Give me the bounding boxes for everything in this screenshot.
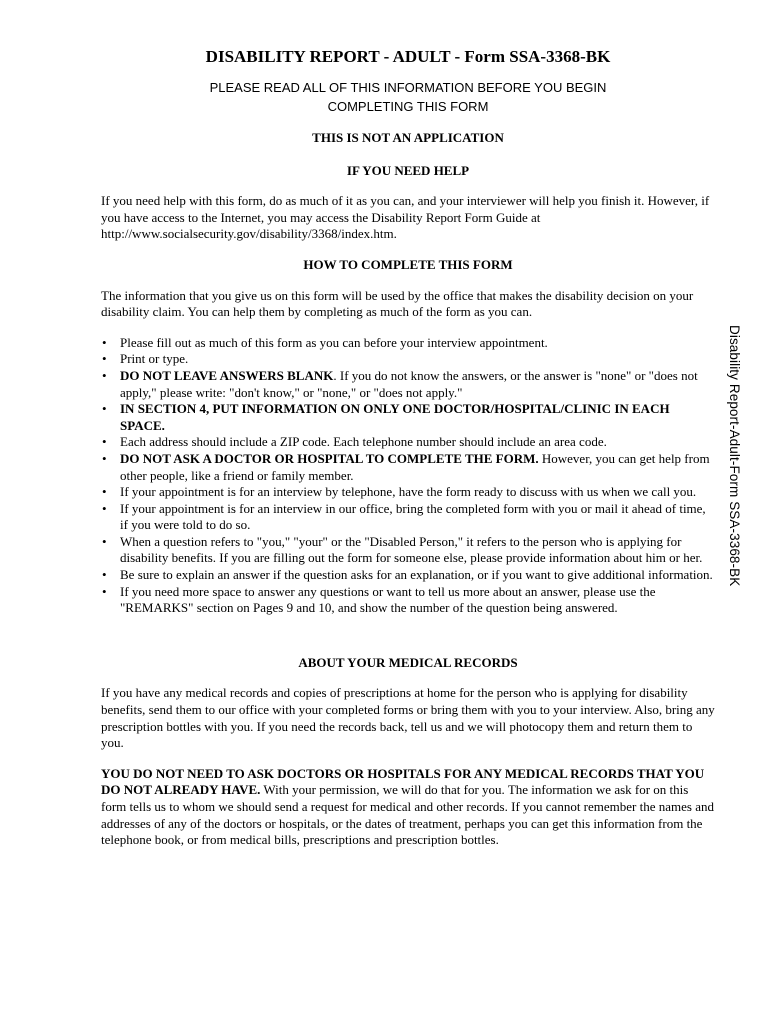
help-heading: IF YOU NEED HELP [346,162,470,178]
list-item-bold: IN SECTION 4, PUT INFORMATION ON ONLY ONE DOCTOR/HOSPITAL/CLINIC IN EACH SPACE. [120,401,670,433]
document-page [101,46,715,863]
page-title: DISABILITY REPORT - ADULT - Form SSA-3368-BK [205,47,611,66]
section-spacer [101,617,715,655]
instruction-list [101,335,715,617]
list-item [101,501,715,534]
list-item [101,335,715,352]
list-item-text: If your appointment is for an interview in our office, bring the completed form with you or mail it ahead of time, if you were told to do so. [120,500,706,533]
medical-records-notice-text: With your permission, we will do that for you. The information we ask for on this form tells us to whom we should send a request for medical and other records. If you cannot remember the names and addresses of any of the doctors or hospitals, or the dates of treatment, perhaps you can get this information from the telephone book, or from medical bills, prescriptions and prescription bottles. [101,782,714,848]
list-item-text: Be sure to explain an answer if the question asks for an explanation, or if you want to give additional information. [120,567,713,583]
medical-records-heading: ABOUT YOUR MEDICAL RECORDS [298,654,518,670]
vertical-form-label-text: Disability Report-Adult-Form SSA-3368-BK [727,325,742,587]
instructions-line-2: COMPLETING THIS FORM [327,99,489,114]
list-item-text: . If you do not know the answers, or the answer is "none" or "does not apply," please write: "don't know," or "none," or "does not apply." [120,367,698,400]
list-item [101,484,715,501]
list-item-text: If you need more space to answer any questions or want to tell us more about an answer, please use the "REMARKS" section on Pages 9 and 10, and show the number of the question being answered. [120,583,656,616]
list-item-text: Each address should include a ZIP code. Each telephone number should include an area code. [120,434,607,450]
list-item [101,401,715,434]
not-application-heading: THIS IS NOT AN APPLICATION [312,130,504,145]
list-item [101,368,715,401]
medical-records-paragraph: If you have any medical records and copies of prescriptions at home for the person who is applying for disability benefits, send them to our office with your completed forms or bring them with you to your interview. Also, bring any prescription bottles with you. If you need the records back, tell us and we will photocopy them and return them to you. [101,685,715,751]
list-item [101,351,715,368]
list-item-text: Print or type. [120,351,189,367]
list-item-text: If your appointment is for an interview by telephone, have the form ready to discuss with us when we call you. [120,484,697,500]
help-paragraph: If you need help with this form, do as much of it as you can, and your interviewer will help you finish it. However, if you have access to the Internet, you may access the Disability Report Form Guide at http://www.socialsecurity.gov/disability/3368/index.htm. [101,193,710,242]
vertical-form-label [727,325,745,625]
instructions-line-1: PLEASE READ ALL OF THIS INFORMATION BEFORE YOU BEGIN [209,80,607,95]
instructions-banner [101,78,715,116]
list-item-text: However, you can get help from other people, like a friend or family member. [120,450,710,483]
list-item-text: When a question refers to "you," "your" or the "Disabled Person," it refers to the person who is applying for disability benefits. If you are filling out the form for someone else, please provide information about him or her. [120,533,703,566]
list-item-bold: DO NOT ASK A DOCTOR OR HOSPITAL TO COMPLETE THE FORM. [120,450,539,466]
how-to-intro: The information that you give us on this form will be used by the office that makes the disability decision on your disability claim. You can help them by completing as much of the form as you can. [101,287,694,320]
list-item [101,451,715,484]
list-item [101,567,715,584]
list-item-bold: DO NOT LEAVE ANSWERS BLANK [120,367,334,383]
medical-records-notice-bold: YOU DO NOT NEED TO ASK DOCTORS OR HOSPITALS FOR ANY MEDICAL RECORDS THAT YOU DO NOT ALREADY HAVE. [101,765,705,798]
list-item [101,434,715,451]
list-item [101,534,715,567]
list-item [101,584,715,617]
how-to-heading: HOW TO COMPLETE THIS FORM [303,256,513,272]
medical-records-notice [101,766,715,849]
list-item-text: Please fill out as much of this form as you can before your interview appointment. [120,334,548,350]
